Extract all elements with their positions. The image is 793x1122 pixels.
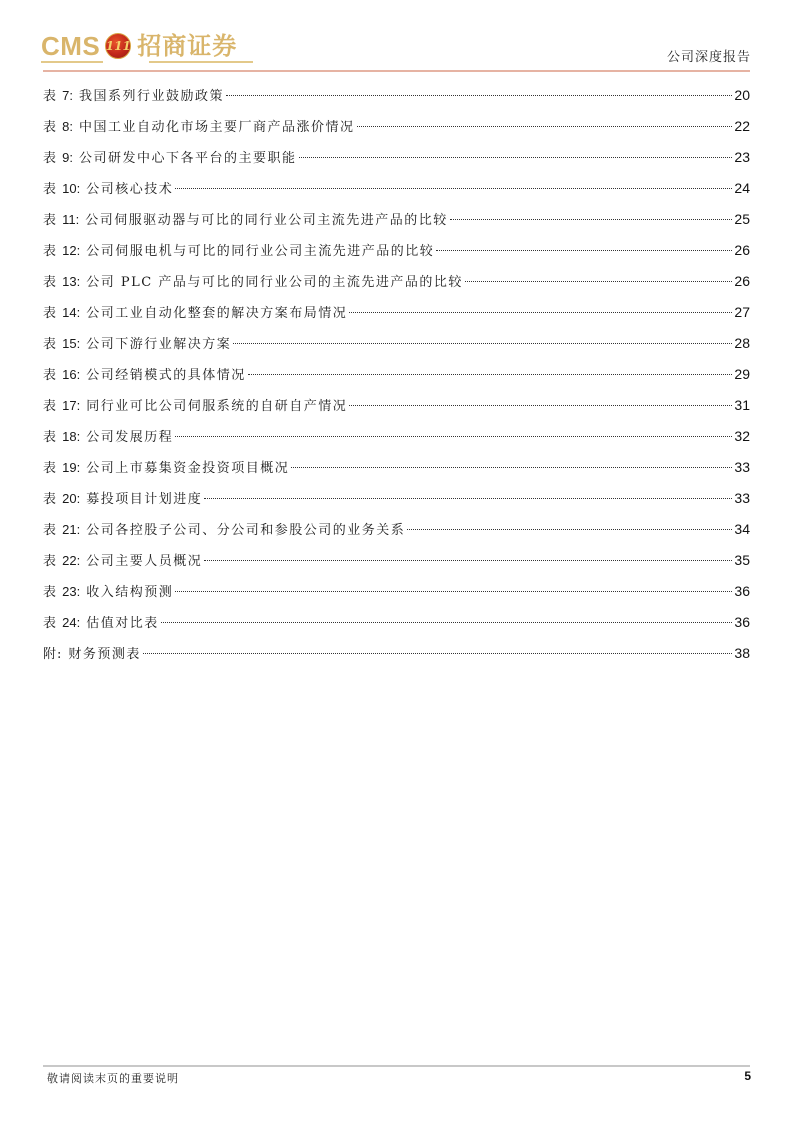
toc-entry[interactable] <box>43 270 750 301</box>
toc-entry[interactable] <box>43 456 750 487</box>
toc-entry-label <box>43 426 80 449</box>
toc-entry[interactable] <box>43 642 750 673</box>
toc-entry-title[interactable]: 公司伺服驱动器与可比的同行业公司主流先进产品的比较 <box>85 213 448 228</box>
toc-entry[interactable] <box>43 84 750 115</box>
toc-entry-title[interactable]: 公司各控股子公司、分公司和参股公司的业务关系 <box>86 523 406 538</box>
toc-entry-prefix: 表 <box>43 554 58 569</box>
toc-entry-number: 23: <box>62 584 81 599</box>
toc-entry-prefix: 表 <box>43 492 58 507</box>
toc-entry[interactable] <box>43 518 750 549</box>
toc-entry-page-number[interactable]: 33 <box>734 459 750 475</box>
toc-entry[interactable] <box>43 208 750 239</box>
dot-leader <box>204 560 732 561</box>
toc-entry-label <box>43 271 80 294</box>
logo-underline-right <box>149 61 253 63</box>
toc-entry-label <box>43 116 73 139</box>
toc-entry-number: 21: <box>62 522 81 537</box>
toc-entry-prefix: 表 <box>43 275 58 290</box>
dot-leader <box>349 312 732 313</box>
toc-entry-title[interactable]: 公司主要人员概况 <box>86 554 203 569</box>
dot-leader <box>291 467 732 468</box>
toc-entry-page-number[interactable]: 36 <box>734 583 750 599</box>
toc-entry-number: 15: <box>62 336 81 351</box>
dot-leader <box>436 250 732 251</box>
toc-entry[interactable] <box>43 301 750 332</box>
toc-entry-page-number[interactable]: 24 <box>734 180 750 196</box>
toc-entry-label <box>43 85 73 108</box>
toc-entry-page-number[interactable]: 22 <box>734 118 750 134</box>
logo-latin-text: CMS <box>41 31 101 61</box>
toc-entry-label <box>43 612 80 635</box>
toc-entry[interactable] <box>43 363 750 394</box>
toc-entry-number: 18: <box>62 429 81 444</box>
toc-entry-title[interactable]: 中国工业自动化市场主要厂商产品涨价情况 <box>79 120 355 135</box>
toc-entry-label <box>43 550 80 573</box>
toc-entry-number: 14: <box>62 305 81 320</box>
toc-entry-page-number[interactable]: 26 <box>734 242 750 258</box>
table-of-contents <box>43 84 750 673</box>
toc-entry-title[interactable]: 估值对比表 <box>86 616 159 631</box>
toc-entry-prefix: 表 <box>43 399 58 414</box>
toc-entry-page-number[interactable]: 26 <box>734 273 750 289</box>
report-type-label: 公司深度报告 <box>666 50 751 65</box>
toc-entry[interactable] <box>43 239 750 270</box>
toc-entry-number: 16: <box>62 367 81 382</box>
toc-entry-title[interactable]: 同行业可比公司伺服系统的自研自产情况 <box>86 399 348 414</box>
toc-entry-title[interactable]: 公司核心技术 <box>86 182 174 197</box>
page-number: 5 <box>744 1069 751 1083</box>
toc-entry-page-number[interactable]: 36 <box>734 614 750 630</box>
toc-entry-page-number[interactable]: 32 <box>734 428 750 444</box>
toc-entry[interactable] <box>43 580 750 611</box>
toc-entry-label <box>43 364 80 387</box>
toc-entry-title[interactable]: 收入结构预测 <box>86 585 174 600</box>
toc-entry[interactable] <box>43 115 750 146</box>
toc-entry-prefix: 表 <box>43 337 58 352</box>
toc-entry[interactable] <box>43 394 750 425</box>
toc-entry-prefix: 表 <box>43 616 58 631</box>
toc-entry-title[interactable]: 我国系列行业鼓励政策 <box>79 89 225 104</box>
toc-entry-prefix: 表 <box>43 151 58 166</box>
toc-entry-label <box>43 457 80 480</box>
toc-entry-title[interactable]: 公司伺服电机与可比的同行业公司主流先进产品的比较 <box>86 244 435 259</box>
dot-leader <box>299 157 732 158</box>
toc-entry-number: 12: <box>62 243 81 258</box>
toc-entry[interactable] <box>43 332 750 363</box>
footer-divider <box>43 1065 750 1067</box>
toc-entry-prefix: 表 <box>43 368 58 383</box>
toc-entry-page-number[interactable]: 31 <box>734 397 750 413</box>
toc-entry-title[interactable]: 公司工业自动化整套的解决方案布局情况 <box>86 306 348 321</box>
toc-entry-label <box>43 178 80 201</box>
toc-entry-title[interactable]: 公司上市募集资金投资项目概况 <box>86 461 290 476</box>
toc-entry-number: 20: <box>62 491 81 506</box>
dot-leader <box>204 498 732 499</box>
toc-entry[interactable] <box>43 549 750 580</box>
toc-entry-page-number[interactable]: 33 <box>734 490 750 506</box>
toc-entry-label <box>43 302 80 325</box>
dot-leader <box>450 219 732 220</box>
toc-entry-number: 10: <box>62 181 81 196</box>
dot-leader <box>175 591 732 592</box>
dot-leader <box>407 529 732 530</box>
toc-entry[interactable] <box>43 487 750 518</box>
toc-entry-prefix: 表 <box>43 461 58 476</box>
toc-entry-title[interactable]: 公司发展历程 <box>86 430 174 445</box>
logo-badge-icon: 111 <box>105 33 131 59</box>
logo-underline-left <box>41 61 103 63</box>
dot-leader <box>175 188 732 189</box>
toc-entry-label <box>43 581 80 604</box>
toc-entry-number: 24: <box>62 615 81 630</box>
toc-entry-label <box>43 395 80 418</box>
toc-entry-page-number[interactable]: 28 <box>734 335 750 351</box>
toc-entry[interactable] <box>43 611 750 642</box>
toc-entry-title[interactable]: 公司研发中心下各平台的主要职能 <box>79 151 297 166</box>
toc-entry-label <box>43 209 79 232</box>
dot-leader <box>465 281 732 282</box>
toc-entry-prefix: 表 <box>43 120 58 135</box>
header-divider <box>43 70 750 72</box>
toc-entry-prefix: 表 <box>43 244 58 259</box>
toc-entry-number: 7: <box>62 88 73 103</box>
toc-entry-prefix: 表 <box>43 585 58 600</box>
page-header <box>0 0 793 80</box>
dot-leader <box>248 374 732 375</box>
cms-logo <box>41 28 237 64</box>
toc-entry-page-number[interactable]: 29 <box>734 366 750 382</box>
toc-entry-title[interactable]: 公司经销模式的具体情况 <box>86 368 246 383</box>
toc-entry-page-number[interactable]: 27 <box>734 304 750 320</box>
toc-entry-title[interactable]: 公司 PLC 产品与可比的同行业公司的主流先进产品的比较 <box>86 275 463 290</box>
toc-entry-page-number[interactable]: 25 <box>734 211 750 227</box>
toc-entry-page-number[interactable]: 34 <box>734 521 750 537</box>
toc-entry-number: 19: <box>62 460 81 475</box>
toc-entry-number: 13: <box>62 274 81 289</box>
toc-entry[interactable] <box>43 177 750 208</box>
dot-leader <box>233 343 732 344</box>
toc-entry-number: 17: <box>62 398 81 413</box>
footer-disclaimer-note: 敬请阅读末页的重要说明 <box>47 1072 179 1085</box>
dot-leader <box>175 436 732 437</box>
toc-entry-page-number[interactable]: 38 <box>734 645 750 661</box>
toc-entry-prefix: 表 <box>43 306 58 321</box>
toc-entry-prefix: 表 <box>43 430 58 445</box>
dot-leader <box>226 95 732 96</box>
toc-entry-page-number[interactable]: 35 <box>734 552 750 568</box>
toc-entry-prefix: 表 <box>43 213 58 228</box>
toc-entry-page-number[interactable]: 20 <box>734 87 750 103</box>
toc-entry-page-number[interactable]: 23 <box>734 149 750 165</box>
toc-entry-prefix: 表 <box>43 89 58 104</box>
toc-entry-label <box>43 488 80 511</box>
toc-entry-prefix: 附: <box>43 647 63 662</box>
dot-leader <box>357 126 732 127</box>
toc-entry[interactable] <box>43 146 750 177</box>
toc-entry-number: 11: <box>62 212 80 227</box>
dot-leader <box>349 405 732 406</box>
toc-entry-title[interactable]: 募投项目计划进度 <box>86 492 203 507</box>
toc-entry[interactable] <box>43 425 750 456</box>
toc-entry-label <box>43 240 80 263</box>
toc-entry-label <box>43 333 80 356</box>
dot-leader <box>143 653 732 654</box>
dot-leader <box>161 622 732 623</box>
toc-entry-label <box>43 519 80 542</box>
toc-entry-prefix: 表 <box>43 182 58 197</box>
toc-entry-label <box>43 644 62 666</box>
toc-entry-title[interactable]: 公司下游行业解决方案 <box>86 337 232 352</box>
toc-entry-number: 8: <box>62 119 73 134</box>
toc-entry-prefix: 表 <box>43 523 58 538</box>
logo-chinese-text: 招商证券 <box>137 31 238 60</box>
toc-entry-title[interactable]: 财务预测表 <box>68 647 141 662</box>
toc-entry-number: 9: <box>62 150 73 165</box>
toc-entry-number: 22: <box>62 553 81 568</box>
toc-entry-label <box>43 147 73 170</box>
